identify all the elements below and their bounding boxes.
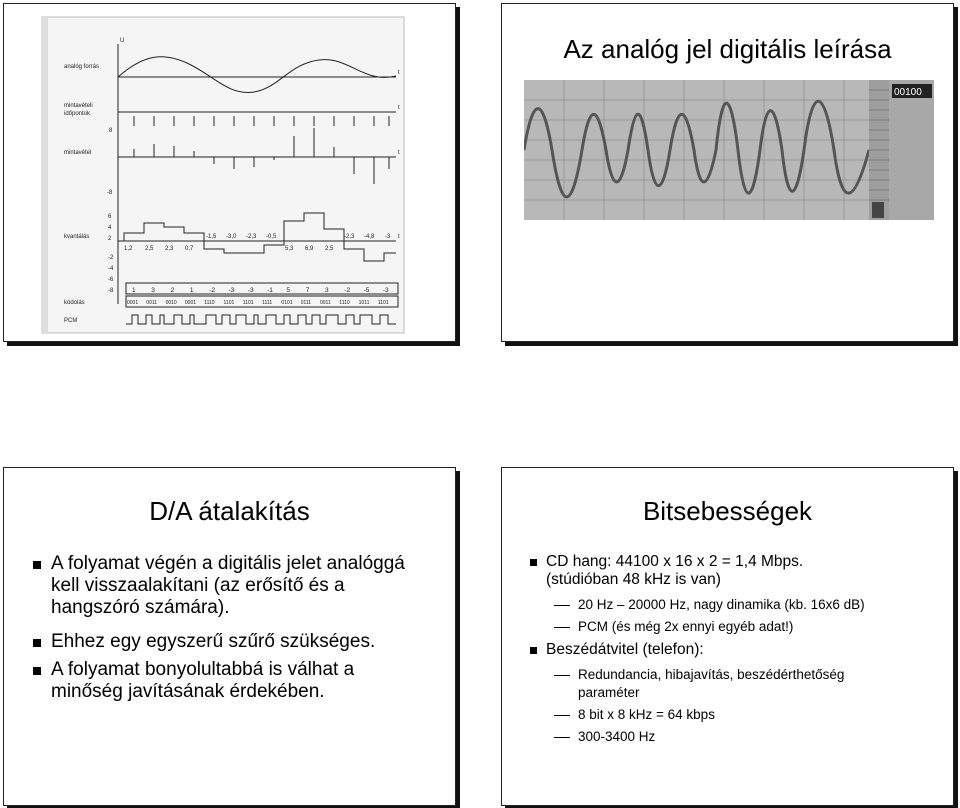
slide-pcm-diagram (3, 3, 456, 342)
level-value: -2 (344, 287, 351, 294)
code-value: 0011 (146, 300, 158, 306)
level-value: 2 (170, 287, 175, 294)
sample-value: 5,3 (285, 246, 294, 252)
sample-value: 2,5 (145, 246, 154, 252)
level-value: 3 (151, 287, 155, 294)
label-sampling-times: időpontok (64, 111, 91, 117)
pcm-diagram (4, 4, 457, 343)
sub-item: 8 bit x 8 kHz = 64 kbps (530, 706, 715, 724)
label-coding: kódolás (64, 300, 85, 306)
level-value: -3 (382, 287, 389, 294)
bullet-item: A folyamat bonyolultabbá is válhat a minőség javításának érdekében. (33, 659, 354, 703)
code-value: 1110 (339, 300, 350, 306)
level-value: -1 (267, 287, 273, 294)
axis-label-t: t (398, 70, 400, 76)
axis-label-t: t (398, 150, 400, 156)
code-value: 0010 (165, 300, 177, 306)
slide-title: Bitsebességek (642, 496, 813, 526)
level-value: -3 (228, 287, 235, 294)
axis-tick: -8 (108, 288, 114, 294)
axis-label-t: t (398, 234, 400, 240)
bullet-item: A folyamat végén a digitális jelet analóggá kell visszaalakítani (az erősítő és a hangszóró számára). (33, 553, 405, 619)
sample-value: 0,7 (185, 246, 194, 252)
axis-tick: 6 (108, 214, 112, 220)
axis-tick: -2 (108, 255, 114, 261)
slide-analog-signal (501, 3, 954, 342)
sample-value: -2,3 (344, 234, 355, 240)
sample-value: 1,2 (124, 246, 133, 252)
code-value: 1110 (204, 300, 215, 306)
bullet-item: Ehhez egy egyszerű szűrő szükséges. (33, 631, 375, 653)
level-value: 1 (189, 287, 194, 294)
sample-value: -0,5 (266, 234, 277, 240)
code-value: 0011 (320, 300, 331, 306)
oscilloscope-image (524, 80, 934, 220)
slide-da-conversion (3, 467, 456, 806)
code-value: 0101 (281, 300, 293, 306)
level-value: 7 (305, 287, 310, 294)
code-value: 1101 (377, 300, 389, 306)
label-pcm: PCM (64, 318, 78, 324)
bullet-item: CD hang: 44100 x 16 x 2 = 1,4 Mbps. (stúdióban 48 kHz is van) (530, 553, 803, 589)
axis-label-u: U (120, 38, 125, 44)
sample-value: -3 (385, 234, 391, 240)
axis-tick: 8 (109, 128, 113, 134)
axis-tick: -6 (108, 277, 114, 283)
sub-item: 300-3400 Hz (530, 728, 655, 746)
code-value: 1111 (262, 300, 273, 306)
sample-value: -1,5 (206, 234, 217, 240)
axis-tick: 4 (108, 225, 112, 231)
code-value: 1101 (223, 300, 235, 306)
sample-value: 2,5 (325, 246, 334, 252)
level-value: 1 (132, 287, 136, 294)
code-value: 0001 (184, 300, 197, 306)
slide-title: Az analóg jel digitális leírása (563, 34, 892, 64)
axis-tick: -8 (107, 190, 113, 196)
slide-bitrates (501, 467, 954, 806)
label-analog-source: analóg forrás (64, 64, 100, 70)
sub-item: 20 Hz – 20000 Hz, nagy dinamika (kb. 16x6 dB) (530, 596, 865, 614)
sample-value: 2,3 (165, 246, 174, 252)
axis-tick: 2 (108, 236, 112, 242)
label-sampling-times: mintavételi (64, 103, 93, 109)
level-value: -3 (247, 287, 254, 294)
level-value: -2 (209, 287, 215, 294)
label-sampling: mintavétel (64, 150, 92, 156)
level-value: 3 (325, 287, 329, 294)
axis-label-t: t (398, 105, 400, 111)
display-readout: 00100 (894, 87, 922, 98)
sample-value: 6,9 (305, 246, 314, 252)
code-value: 0111 (300, 300, 312, 306)
axis-tick: -4 (108, 266, 114, 272)
sub-item: PCM (és még 2x ennyi egyéb adat!) (530, 618, 793, 636)
label-quantization: kvantálás (64, 234, 90, 240)
sample-value: -3,0 (226, 234, 237, 240)
level-value: -5 (363, 287, 370, 294)
sample-value: -4,8 (364, 234, 375, 240)
bullet-item: Beszédátvitel (telefon): (530, 641, 704, 659)
sample-value: -2,3 (246, 234, 257, 240)
slide-title: D/A átalakítás (149, 496, 310, 526)
code-value: 1101 (242, 300, 254, 306)
code-value: 1011 (358, 300, 370, 306)
code-value: 0001 (127, 300, 139, 306)
level-value: 5 (286, 287, 291, 294)
sub-item: Redundancia, hibajavítás, beszédérthetőség paraméter (530, 666, 844, 702)
